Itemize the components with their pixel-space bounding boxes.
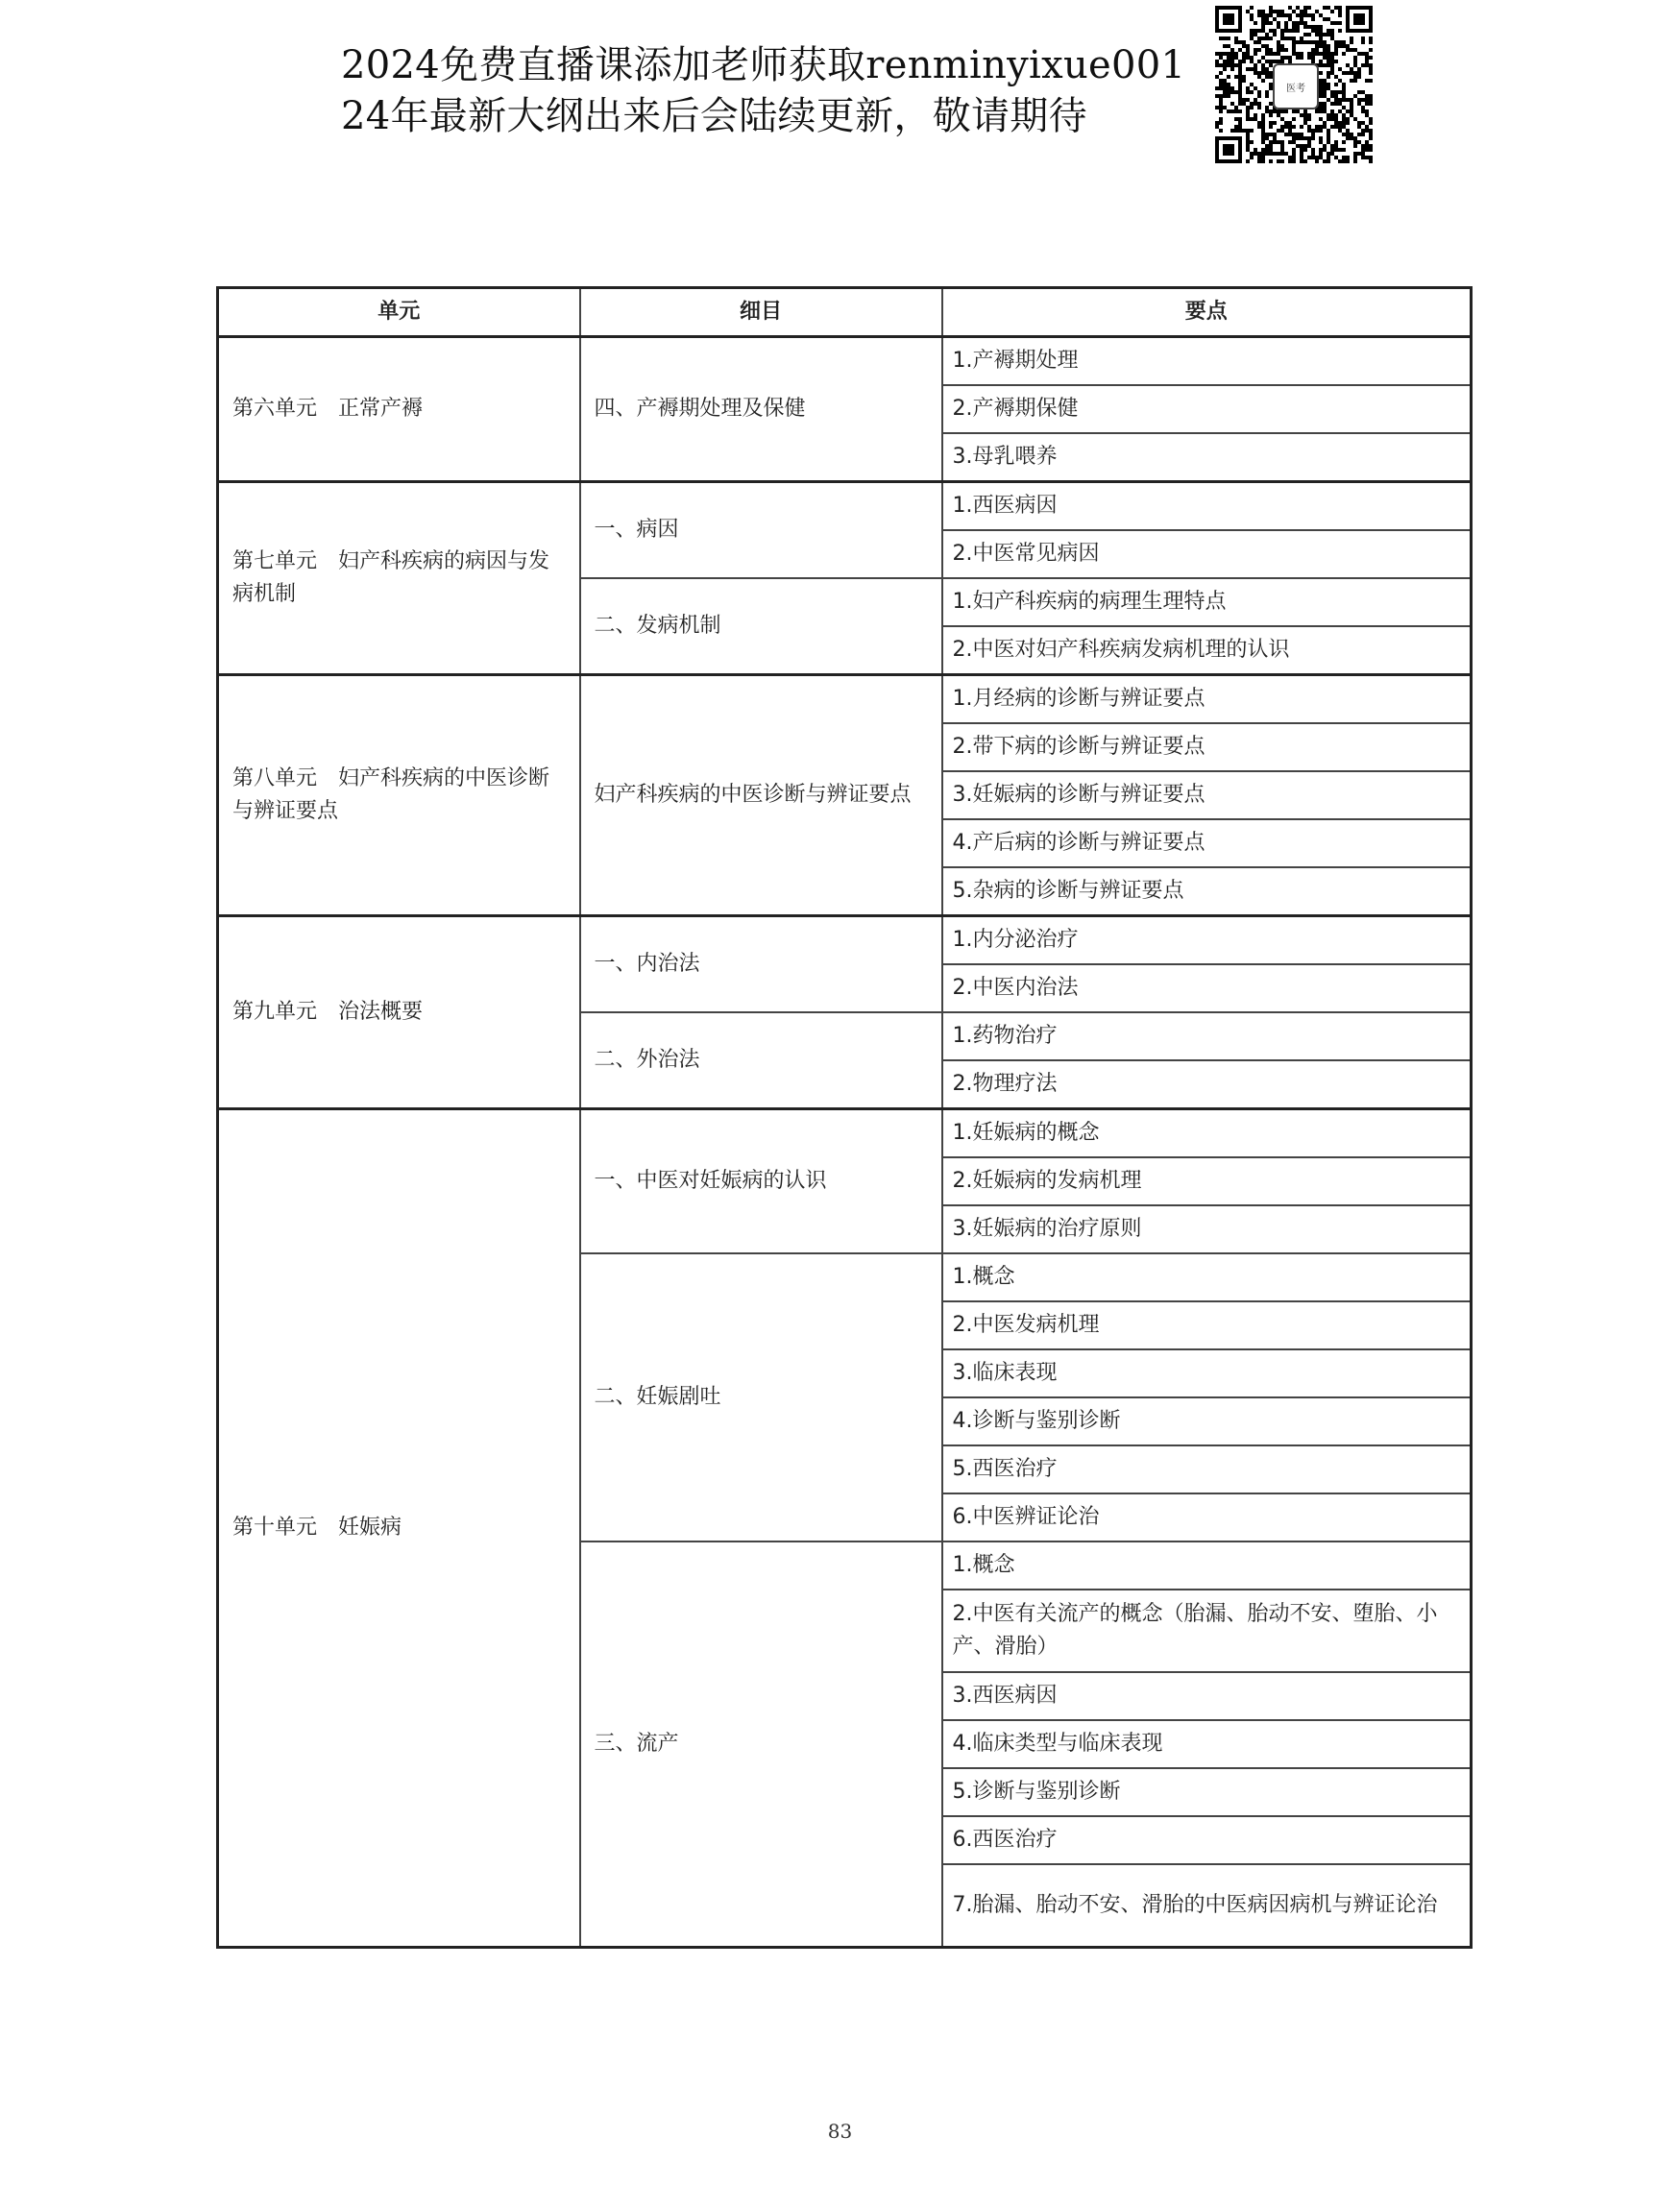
unit-cell: 第八单元 妇产科疾病的中医诊断与辨证要点 [218,675,580,916]
table-row [218,675,1472,724]
point-cell: 1.内分泌治疗 [942,916,1472,965]
page-number: 83 [827,2120,853,2143]
point-cell: 6.西医治疗 [942,1816,1472,1864]
item-cell: 三、流产 [580,1541,942,1948]
point-cell: 6.中医辨证论治 [942,1493,1472,1541]
point-cell: 4.产后病的诊断与辨证要点 [942,819,1472,867]
point-cell: 2.带下病的诊断与辨证要点 [942,723,1472,771]
unit-cell: 第六单元 正常产褥 [218,337,580,482]
item-cell: 一、病因 [580,482,942,579]
qr-logo-badge: 医考 [1273,63,1319,109]
point-cell: 1.西医病因 [942,482,1472,531]
column-header-unit: 单元 [218,288,580,337]
promo-line-2: 24年最新大纲出来后会陆续更新，敬请期待 [341,94,1087,138]
point-cell: 3.妊娠病的治疗原则 [942,1205,1472,1253]
promo-header [341,40,1205,142]
point-cell: 5.杂病的诊断与辨证要点 [942,867,1472,916]
point-cell: 2.物理疗法 [942,1060,1472,1109]
point-cell: 1.概念 [942,1253,1472,1301]
promo-line-1: 2024免费直播课添加老师获取renminyixue001 [341,43,1186,87]
point-cell: 2.中医对妇产科疾病发病机理的认识 [942,626,1472,675]
unit-cell: 第十单元 妊娠病 [218,1109,580,1948]
table-row [218,337,1472,386]
item-cell: 二、妊娠剧吐 [580,1253,942,1541]
point-cell: 1.妊娠病的概念 [942,1109,1472,1158]
unit-cell: 第七单元 妇产科疾病的病因与发病机制 [218,482,580,675]
point-cell: 3.母乳喂养 [942,433,1472,482]
item-cell: 妇产科疾病的中医诊断与辨证要点 [580,675,942,916]
qr-code-icon [1215,6,1373,163]
point-cell: 5.西医治疗 [942,1445,1472,1493]
table-row [218,482,1472,531]
point-cell: 1.月经病的诊断与辨证要点 [942,675,1472,724]
table-header-row [218,288,1472,337]
point-cell: 1.药物治疗 [942,1012,1472,1060]
point-cell: 2.妊娠病的发病机理 [942,1157,1472,1205]
point-cell: 1.妇产科疾病的病理生理特点 [942,578,1472,626]
point-cell: 1.产褥期处理 [942,337,1472,386]
point-cell: 1.概念 [942,1541,1472,1590]
point-cell: 2.中医发病机理 [942,1301,1472,1349]
point-cell: 4.临床类型与临床表现 [942,1720,1472,1768]
point-cell: 2.产褥期保健 [942,385,1472,433]
column-header-point: 要点 [942,288,1472,337]
item-cell: 二、外治法 [580,1012,942,1109]
table-row [218,1109,1472,1158]
point-cell: 7.胎漏、胎动不安、滑胎的中医病因病机与辨证论治 [942,1864,1472,1948]
point-cell: 3.妊娠病的诊断与辨证要点 [942,771,1472,819]
point-cell: 2.中医常见病因 [942,530,1472,578]
table-row [218,916,1472,965]
point-cell: 2.中医内治法 [942,964,1472,1012]
point-cell: 2.中医有关流产的概念（胎漏、胎动不安、堕胎、小产、滑胎） [942,1590,1472,1672]
point-cell: 3.西医病因 [942,1672,1472,1720]
unit-cell: 第九单元 治法概要 [218,916,580,1109]
point-cell: 4.诊断与鉴别诊断 [942,1397,1472,1445]
point-cell: 5.诊断与鉴别诊断 [942,1768,1472,1816]
item-cell: 二、发病机制 [580,578,942,675]
point-cell: 3.临床表现 [942,1349,1472,1397]
column-header-item: 细目 [580,288,942,337]
item-cell: 四、产褥期处理及保健 [580,337,942,482]
syllabus-table [216,286,1473,1949]
item-cell: 一、内治法 [580,916,942,1013]
item-cell: 一、中医对妊娠病的认识 [580,1109,942,1254]
